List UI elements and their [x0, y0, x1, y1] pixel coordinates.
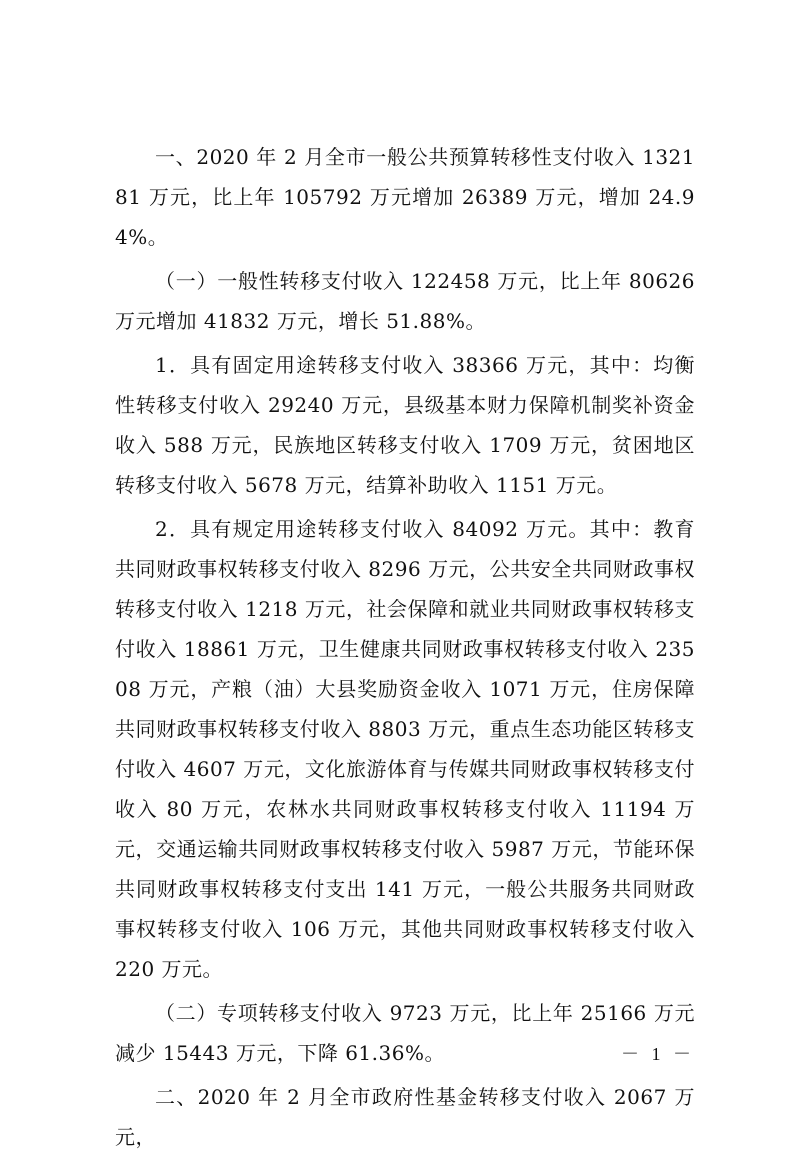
paragraph-fixed-purpose-transfer: 1．具有固定用途转移支付收入 38366 万元，其中：均衡性转移支付收入 29240 万元，县级基本财力保障机制奖补资金收入 588 万元，民族地区转移支付收入 1709 万元，贫困地区转移支付收入 5678 万元，结算补助收入 1151 万元。	[115, 353, 695, 497]
paragraph-general-transfer-payment: （一）一般性转移支付收入 122458 万元，比上年 80626 万元增加 41832 万元，增长 51.88%。	[115, 269, 695, 333]
paragraph-special-transfer-payment: （二）专项转移支付收入 9723 万元，比上年 25166 万元减少 15443 万元，下降 61.36%。	[115, 1001, 695, 1065]
page-number: － 1 －	[621, 1044, 695, 1064]
paragraph-general-budget-transfer: 一、2020 年 2 月全市一般公共预算转移性支付收入 132181 万元，比上年 105792 万元增加 26389 万元，增加 24.94%。	[115, 145, 695, 249]
paragraph-designated-purpose-transfer: 2．具有规定用途转移支付收入 84092 万元。其中：教育共同财政事权转移支付收入 8296 万元，公共安全共同财政事权转移支付收入 1218 万元，社会保障和就业共同财政事权转移支付收入 18861 万元，卫生健康共同财政事权转移支付收入 23508 万元，产粮（油）大县奖励资金收入 1071 万元，住房保障共同财政事权转移支付收入 8803 万元，重点生态功能区转移支付收入 4607 万元，文化旅游体育与传媒共同财政事权转移支付收入 80 万元，农林水共同财政事权转移支付收入 11194 万元，交通运输共同财政事权转移支付收入 5987 万元，节能环保共同财政事权转移支付支出 141 万元，一般公共服务共同财政事权转移支付收入 106 万元，其他共同财政事权转移支付收入 220 万元。	[115, 517, 695, 981]
document-body	[115, 137, 695, 1161]
paragraph-government-fund-transfer: 二、2020 年 2 月全市政府性基金转移支付收入 2067 万元，	[115, 1085, 695, 1149]
